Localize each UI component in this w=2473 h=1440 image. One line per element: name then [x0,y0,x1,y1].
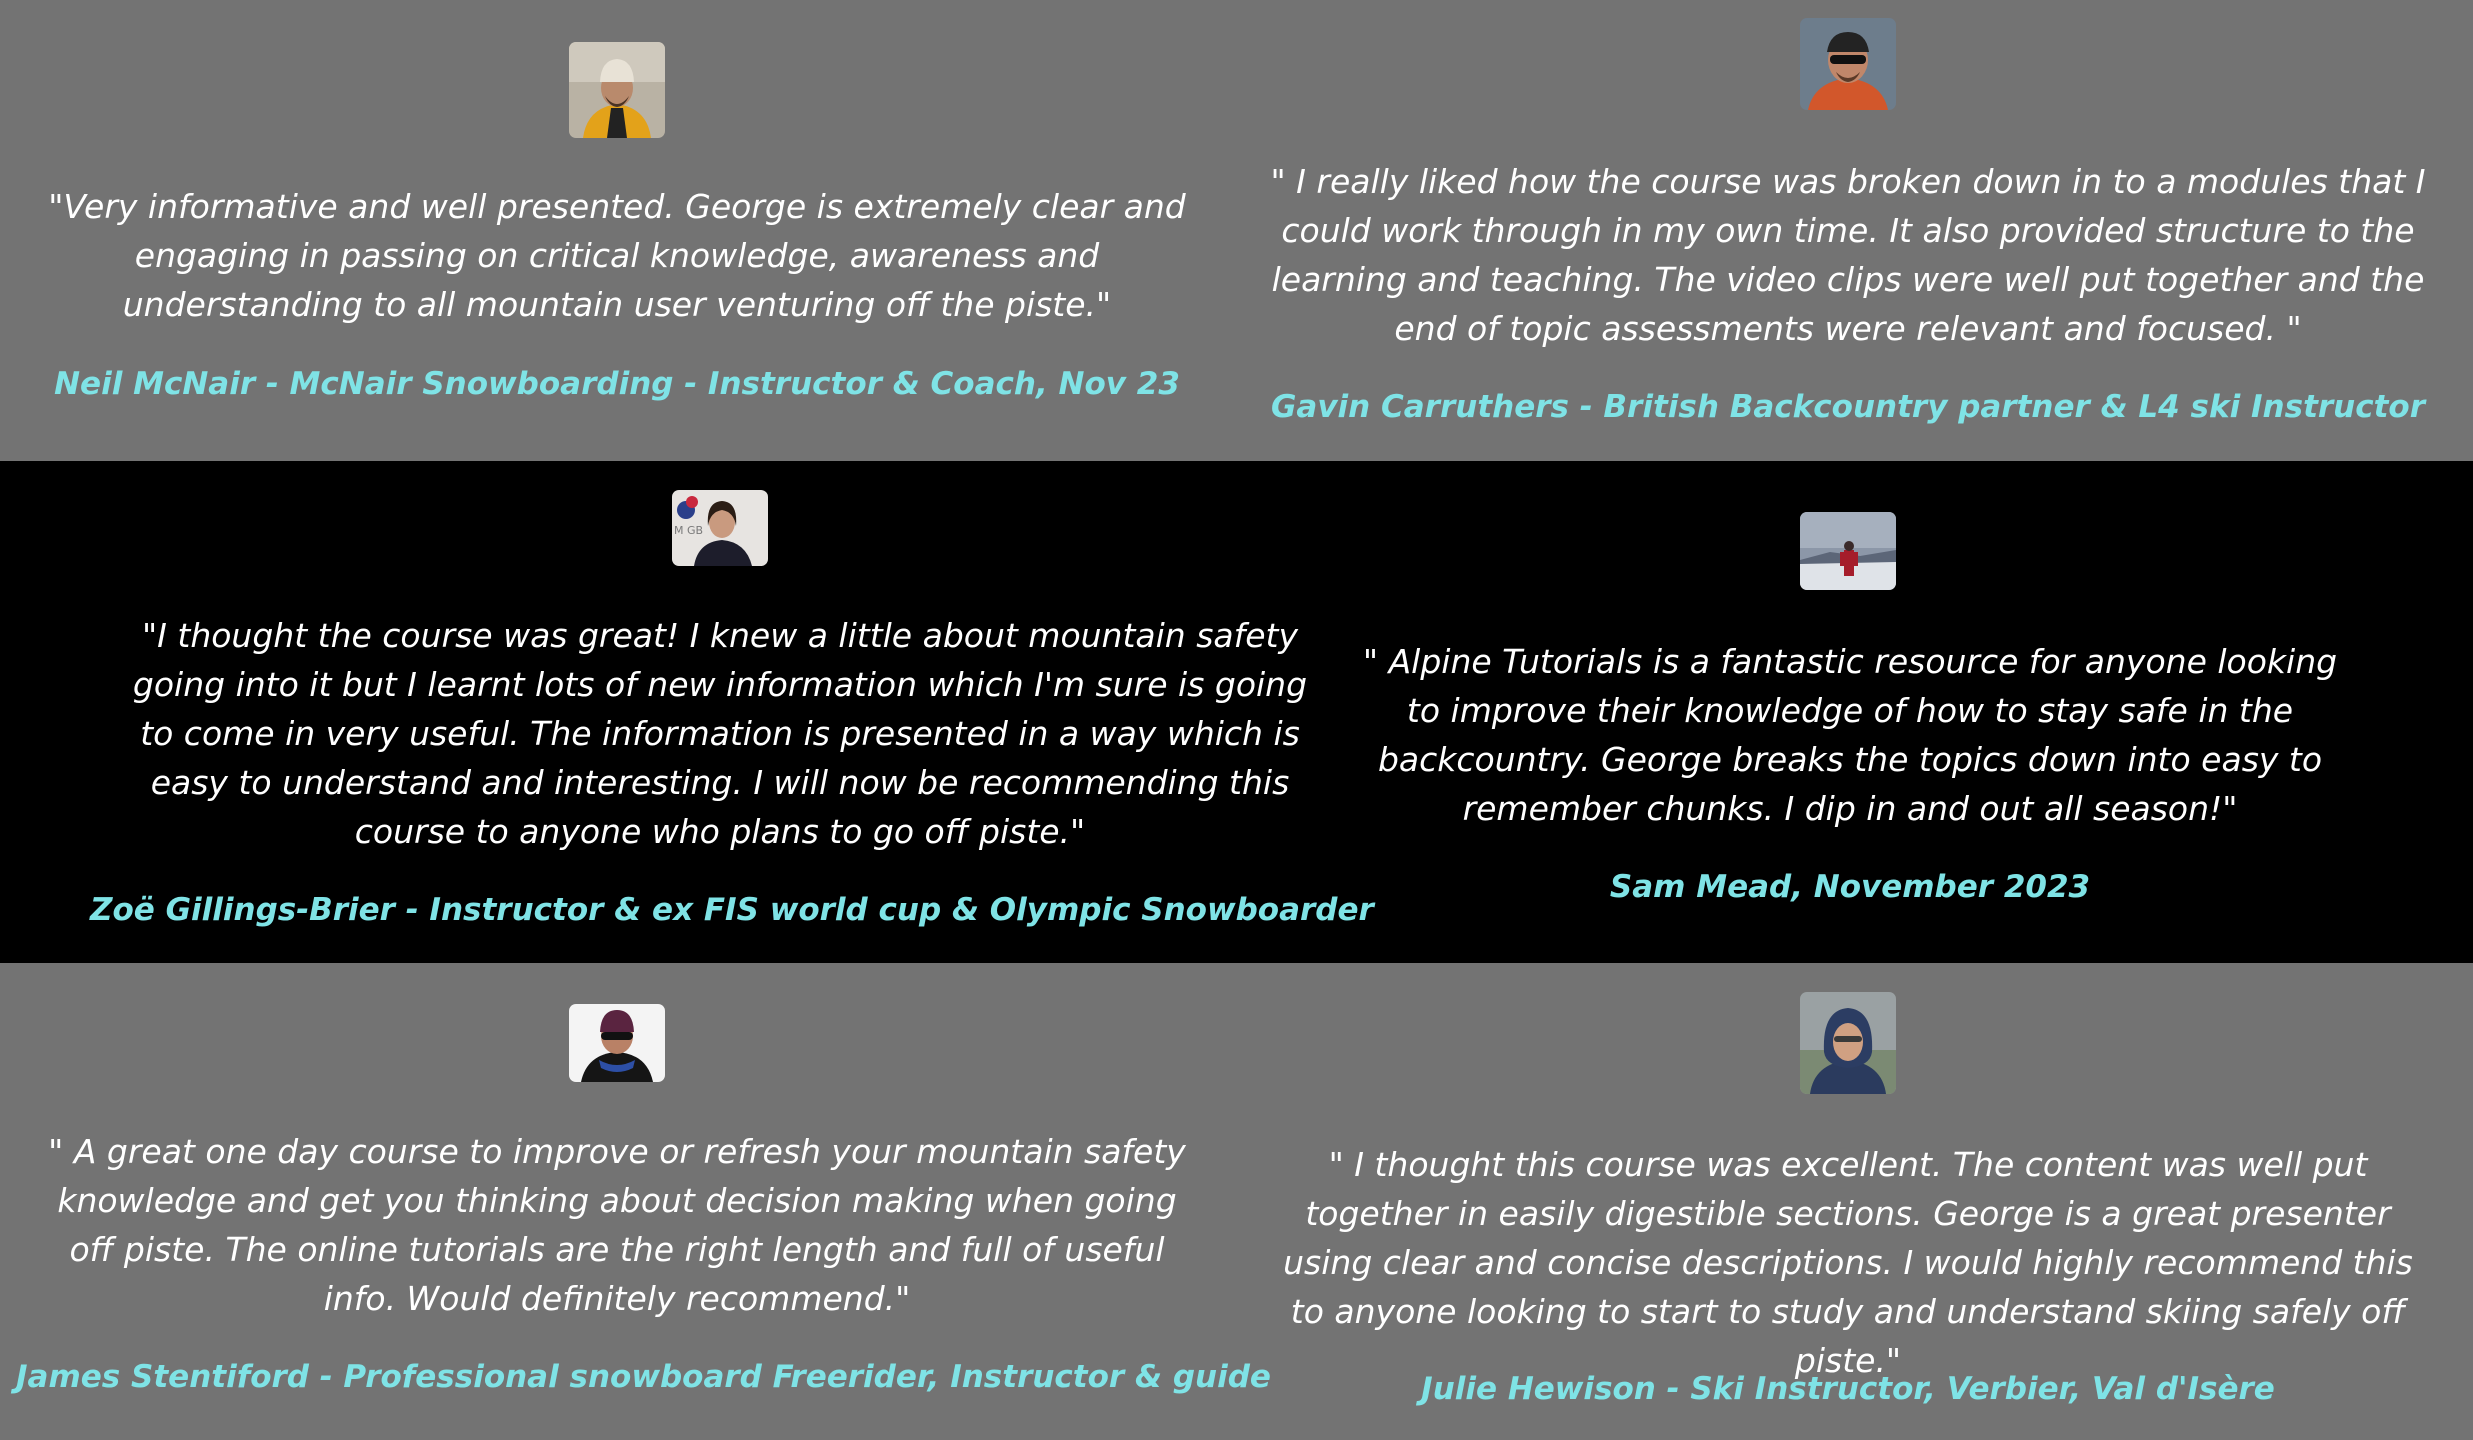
person-goggles-avatar-icon [569,1004,665,1082]
testimonial-quote-6: " I thought this course was excellent. The content was well put together in easily digestible sections. George is a great presenter using clear and concise descriptions. I would highly recommend this to anyone looking to start to study and understand skiing safely off piste." [1283,1145,2413,1380]
testimonial-quote-4: " Alpine Tutorials is a fantastic resource for anyone looking to improve their knowledge of how to stay safe in the backcountry. George breaks the topics down into easy to remember chunks. I dip in and out all season!" [1362,642,2338,828]
person-beanie-avatar-icon [569,42,665,138]
svg-text:M GB: M GB [674,524,704,537]
person-team-gb-avatar-icon [672,490,768,566]
testimonial-author-4: Sam Mead, November 2023 [1609,869,2091,905]
testimonial-quote-3: "I thought the course was great! I knew a little about mountain safety going into it but I learnt lots of new information which I'm sure is going to come in very useful. The information is presented in a way which is easy to understand and interesting. I will now be recommending this course to anyone who plans to go off piste." [132,616,1308,851]
testimonial-quote-1: "Very informative and well presented. George is extremely clear and engaging in passing on critical knowledge, awareness and understanding to all mountain user venturing off the piste." [48,187,1186,324]
testimonial-quote-5: " A great one day course to improve or refresh your mountain safety knowledge and get you thinking about decision making when going off piste. The online tutorials are the right length and full of useful info. Would definitely recommend." [48,1132,1186,1318]
person-hood-avatar-icon [1800,992,1896,1094]
testimonial-author-1: Neil McNair - McNair Snowboarding - Instructor & Coach, Nov 23 [54,366,1180,402]
testimonial-quote-2: " I really liked how the course was broken down in to a modules that I could work through in my own time. It also provided structure to the learning and teaching. The video clips were well put together and the end of topic assessments were relevant and focused. " [1270,162,2426,348]
testimonial-author-5: James Stentiford - Professional snowboard Freerider, Instructor & guide [16,1359,1271,1395]
testimonial-author-6: Julie Hewison - Ski Instructor, Verbier, Val d'Isère [1421,1371,2275,1407]
person-snowfield-avatar-icon [1800,512,1896,590]
testimonial-author-2: Gavin Carruthers - British Backcountry partner & L4 ski Instructor [1270,389,2426,425]
person-sunglasses-avatar-icon [1800,18,1896,110]
testimonial-author-3: Zoë Gillings-Brier - Instructor & ex FIS world cup & Olympic Snowboarder [90,892,1374,928]
